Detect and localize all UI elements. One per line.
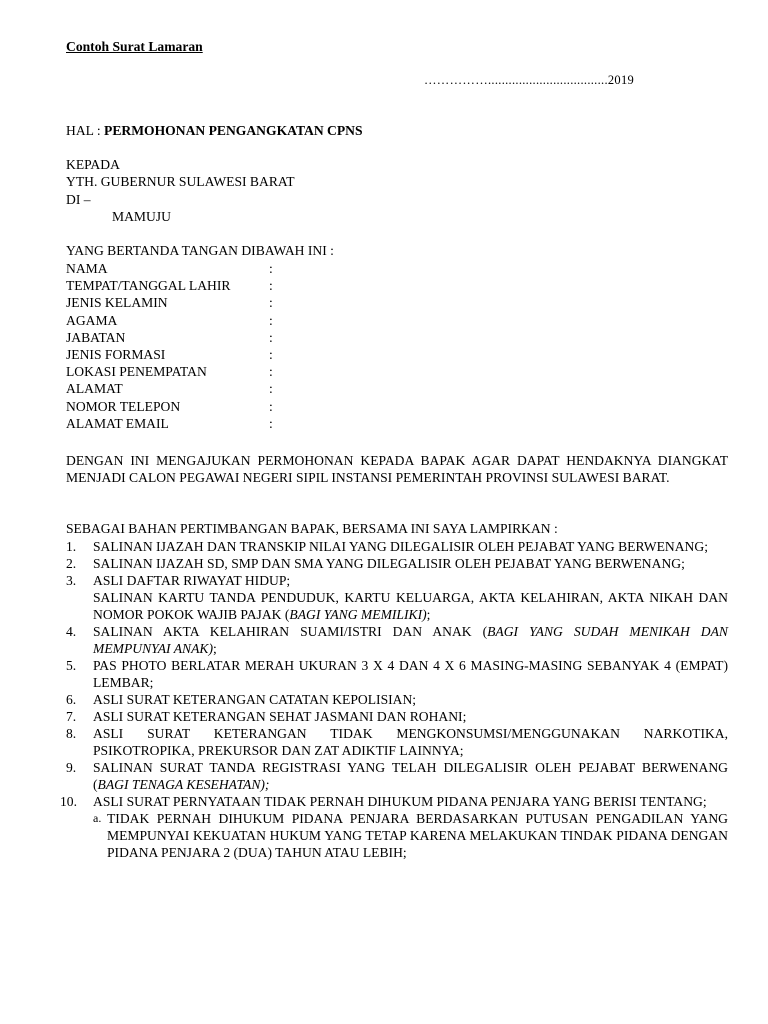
sub-list-item: [66, 810, 728, 861]
example-title: Contoh Surat Lamaran: [66, 39, 203, 54]
field-label-lokasi-penempatan: LOKASI PENEMPATAN: [66, 364, 207, 380]
field-colon: :: [269, 415, 273, 431]
field-colon: :: [269, 278, 273, 294]
field-label-nomor-telepon: NOMOR TELEPON: [66, 398, 181, 414]
field-row: [66, 294, 366, 311]
address-line-2: YTH. GUBERNUR SULAWESI BARAT: [66, 174, 295, 190]
item-number: 8.: [66, 726, 77, 741]
item-tail: ;: [426, 607, 431, 622]
item-text: SALINAN IJAZAH SD, SMP DAN SMA YANG DILEGALISIR OLEH PEJABAT YANG BERWENANG;: [93, 556, 685, 571]
address-line-1: KEPADA: [66, 157, 120, 172]
list-item: [66, 555, 728, 572]
address-line-3: DI –: [66, 191, 91, 207]
field-label-jenis-formasi: JENIS FORMASI: [66, 346, 166, 362]
field-label-agama: AGAMA: [66, 312, 118, 328]
item-number: 5.: [66, 658, 77, 673]
item-text: SALINAN IJAZAH DAN TRANSKIP NILAI YANG DILEGALISIR OLEH PEJABAT YANG BERWENANG;: [93, 539, 708, 554]
field-row: [66, 415, 366, 432]
field-colon: :: [269, 261, 273, 276]
field-row: [66, 346, 366, 363]
item-text: ASLI SURAT KETERANGAN TIDAK MENGKONSUMSI/MENGGUNAKAN NARKOTIKA, PSIKOTROPIKA, PREKURSOR DAN ZAT ADIKTIF LAINNYA;: [93, 726, 728, 758]
field-label-alamat-email: ALAMAT EMAIL: [66, 415, 169, 431]
list-item: [66, 725, 728, 759]
recipient-address: [66, 156, 295, 225]
field-colon: :: [269, 364, 273, 380]
signer-fields: [66, 260, 366, 432]
list-item: [66, 657, 728, 691]
sub-item-letter: a.: [93, 811, 102, 825]
field-row: [66, 380, 366, 397]
field-row: [66, 260, 366, 277]
list-item: [60, 793, 728, 810]
field-label-nama: NAMA: [66, 261, 108, 276]
item-number: 1.: [66, 539, 77, 554]
list-item: [66, 572, 728, 623]
list-item: [66, 708, 728, 725]
subject-text: PERMOHONAN PENGANGKATAN CPNS: [104, 123, 363, 138]
field-label-alamat: ALAMAT: [66, 381, 123, 397]
field-label-tempat-tanggal-lahir: TEMPAT/TANGGAL LAHIR: [66, 278, 231, 294]
attachments-intro: SEBAGAI BAHAN PERTIMBANGAN BAPAK, BERSAMA INI SAYA LAMPIRKAN :: [66, 521, 558, 536]
item-text: ASLI SURAT PERNYATAAN TIDAK PERNAH DIHUKUM PIDANA PENJARA YANG BERISI TENTANG;: [93, 794, 707, 809]
item-text: ASLI SURAT KETERANGAN CATATAN KEPOLISIAN;: [93, 692, 417, 707]
item-number: 4.: [66, 624, 77, 639]
list-item: [66, 623, 728, 657]
item-number: 10.: [60, 794, 77, 809]
item-text: ASLI DAFTAR RIWAYAT HIDUP;: [93, 573, 291, 588]
field-colon: :: [269, 398, 273, 414]
item-text: PAS PHOTO BERLATAR MERAH UKURAN 3 X 4 DAN 4 X 6 MASING-MASING SEBANYAK 4 (EMPAT) LEMBAR;: [93, 658, 728, 690]
item-number: 7.: [66, 709, 77, 724]
address-city: MAMUJU: [112, 208, 171, 224]
list-item: [66, 759, 728, 793]
field-row: [66, 363, 366, 380]
field-row: [66, 329, 366, 346]
item-text-continuation: SALINAN KARTU TANDA PENDUDUK, KARTU KELUARGA, AKTA KELAHIRAN, AKTA NIKAH DAN NOMOR POKOK WAJIB PAJAK (: [93, 590, 728, 622]
field-label-jabatan: JABATAN: [66, 329, 126, 345]
item-text: SALINAN SURAT TANDA REGISTRASI YANG TELAH DILEGALISIR OLEH PEJABAT BERWENANG (: [93, 760, 728, 792]
field-colon: :: [269, 329, 273, 345]
field-colon: :: [269, 295, 273, 311]
date-line: ……………...................................2019: [424, 73, 635, 87]
list-item: [66, 538, 728, 555]
field-row: [66, 312, 366, 329]
subject-line: [66, 122, 363, 139]
item-note: BAGI YANG SUDAH MENIKAH DAN MEMPUNYAI ANAK): [93, 624, 728, 656]
field-row: [66, 277, 366, 294]
subject-prefix: HAL :: [66, 123, 105, 138]
field-colon: :: [269, 346, 273, 362]
item-text: ASLI SURAT KETERANGAN SEHAT JASMANI DAN ROHANI;: [93, 709, 467, 724]
request-paragraph: DENGAN INI MENGAJUKAN PERMOHONAN KEPADA BAPAK AGAR DAPAT HENDAKNYA DIANGKAT MENJADI CALON PEGAWAI NEGERI SIPIL INSTANSI PEMERINTAH PROVINSI SULAWESI BARAT.: [66, 453, 728, 485]
signer-intro: YANG BERTANDA TANGAN DIBAWAH INI :: [66, 243, 334, 258]
item-note: BAGI YANG MEMILIKI): [289, 607, 427, 622]
item-number: 2.: [66, 556, 77, 571]
field-colon: :: [269, 381, 273, 397]
item-tail: ;: [213, 641, 217, 656]
item-number: 6.: [66, 692, 77, 707]
item-note: BAGI TENAGA KESEHATAN);: [97, 777, 270, 792]
sub-item-text: TIDAK PERNAH DIHUKUM PIDANA PENJARA BERDASARKAN PUTUSAN PENGADILAN YANG MEMPUNYAI KEKUATAN HUKUM YANG TETAP KARENA MELAKUKAN TINDAK PIDANA DENGAN PIDANA PENJARA 2 (DUA) TAHUN ATAU LEBIH;: [107, 811, 728, 860]
attachments-list: [60, 538, 728, 861]
item-text: SALINAN AKTA KELAHIRAN SUAMI/ISTRI DAN ANAK (: [93, 624, 488, 639]
field-row: [66, 398, 366, 415]
field-label-jenis-kelamin: JENIS KELAMIN: [66, 295, 168, 311]
list-item: [66, 691, 728, 708]
item-number: 3.: [66, 573, 77, 588]
field-colon: :: [269, 312, 273, 328]
item-number: 9.: [66, 760, 77, 775]
